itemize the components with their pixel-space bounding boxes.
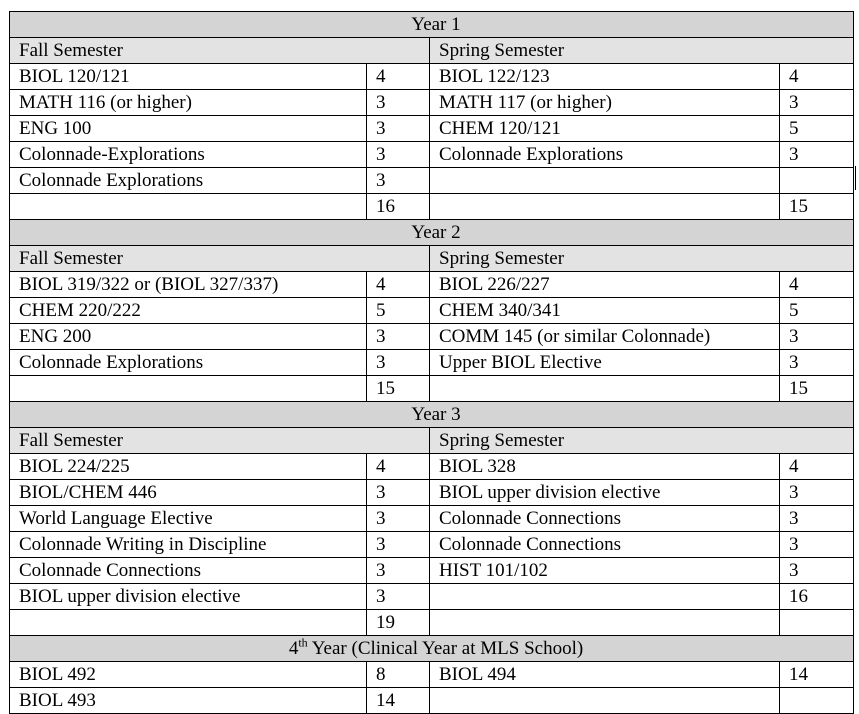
fall-course: Colonnade-Explorations	[10, 142, 367, 168]
spring-course: BIOL 494	[430, 662, 780, 688]
semester-header-row	[10, 38, 854, 64]
course-row	[10, 480, 854, 506]
year-header-row	[10, 402, 854, 428]
spring-credits: 14	[780, 662, 854, 688]
fall-total-spacer	[10, 610, 367, 636]
fall-credits: 8	[367, 662, 430, 688]
course-row	[10, 688, 854, 714]
spring-total: 15	[780, 376, 854, 402]
fall-semester-label: Fall Semester	[10, 428, 430, 454]
course-row	[10, 324, 854, 350]
fall-course: BIOL 224/225	[10, 454, 367, 480]
course-row	[10, 506, 854, 532]
fall-course: ENG 200	[10, 324, 367, 350]
course-row	[10, 532, 854, 558]
year-title: Year 2	[10, 220, 854, 246]
spring-credits: 5	[780, 116, 854, 142]
year4-ordinal-suffix: th	[298, 635, 308, 650]
spring-semester-label: Spring Semester	[430, 38, 854, 64]
year4-number: 4	[288, 638, 299, 659]
fall-course: BIOL 319/322 or (BIOL 327/337)	[10, 272, 367, 298]
fall-credits: 4	[367, 454, 430, 480]
year-header-row	[10, 220, 854, 246]
fall-credits: 4	[367, 64, 430, 90]
fall-course: MATH 116 (or higher)	[10, 90, 367, 116]
semester-header-row	[10, 428, 854, 454]
spring-course: Upper BIOL Elective	[430, 350, 780, 376]
spring-course: Colonnade Connections	[430, 532, 780, 558]
fall-course: Colonnade Connections	[10, 558, 367, 584]
year-header-row	[10, 636, 854, 662]
course-row	[10, 64, 854, 90]
spring-credits: 3	[780, 506, 854, 532]
total-row	[10, 194, 854, 220]
fall-total-spacer	[10, 376, 367, 402]
fall-course: Colonnade Writing in Discipline	[10, 532, 367, 558]
fall-credits: 3	[367, 584, 430, 610]
fall-credits: 3	[367, 532, 430, 558]
course-row	[10, 662, 854, 688]
fall-credits: 5	[367, 298, 430, 324]
spring-course	[430, 584, 780, 610]
spring-course: BIOL 122/123	[430, 64, 780, 90]
spring-semester-label: Spring Semester	[430, 428, 854, 454]
fall-total-spacer	[10, 194, 367, 220]
spring-course: CHEM 340/341	[430, 298, 780, 324]
spring-course: BIOL upper division elective	[430, 480, 780, 506]
fall-credits: 3	[367, 116, 430, 142]
year4-title-text: Year (Clinical Year at MLS School)	[307, 638, 584, 659]
fall-credits: 3	[367, 506, 430, 532]
spring-credits: 3	[780, 142, 854, 168]
fall-credits: 3	[367, 90, 430, 116]
fall-credits: 3	[367, 558, 430, 584]
spring-course: BIOL 328	[430, 454, 780, 480]
spring-credits: 16	[780, 584, 854, 610]
fall-credits: 3	[367, 168, 430, 194]
spring-course: HIST 101/102	[430, 558, 780, 584]
spring-credits: 4	[780, 272, 854, 298]
spring-course: Colonnade Connections	[430, 506, 780, 532]
fall-course: BIOL upper division elective	[10, 584, 367, 610]
spring-course: COMM 145 (or similar Colonnade)	[430, 324, 780, 350]
year-title: Year 3	[10, 402, 854, 428]
spring-semester-label: Spring Semester	[430, 246, 854, 272]
fall-course: CHEM 220/222	[10, 298, 367, 324]
fall-total: 19	[367, 610, 430, 636]
fall-credits: 14	[367, 688, 430, 714]
course-row	[10, 298, 854, 324]
fall-total: 15	[367, 376, 430, 402]
four-year-plan-table	[9, 11, 854, 714]
fall-credits: 3	[367, 350, 430, 376]
spring-total	[780, 610, 854, 636]
fall-course: BIOL/CHEM 446	[10, 480, 367, 506]
fall-credits: 4	[367, 272, 430, 298]
course-row	[10, 116, 854, 142]
fall-course: BIOL 492	[10, 662, 367, 688]
spring-course: CHEM 120/121	[430, 116, 780, 142]
total-row	[10, 376, 854, 402]
spring-credits: 5	[780, 298, 854, 324]
spring-course: BIOL 226/227	[430, 272, 780, 298]
fall-course: Colonnade Explorations	[10, 168, 367, 194]
spring-total: 15	[780, 194, 854, 220]
fall-course: Colonnade Explorations	[10, 350, 367, 376]
spring-credits	[780, 168, 854, 194]
fall-course: BIOL 493	[10, 688, 367, 714]
spring-credits: 4	[780, 64, 854, 90]
year-header-row	[10, 12, 854, 38]
spring-credits: 3	[780, 558, 854, 584]
course-row	[10, 584, 854, 610]
course-row	[10, 350, 854, 376]
semester-header-row	[10, 246, 854, 272]
total-row	[10, 610, 854, 636]
fall-course: World Language Elective	[10, 506, 367, 532]
course-row	[10, 558, 854, 584]
fall-credits: 3	[367, 324, 430, 350]
course-row	[10, 142, 854, 168]
spring-credits: 3	[780, 480, 854, 506]
spring-total-spacer	[430, 376, 780, 402]
fall-semester-label: Fall Semester	[10, 246, 430, 272]
fall-course: BIOL 120/121	[10, 64, 367, 90]
spring-total-spacer	[430, 610, 780, 636]
spring-total-spacer	[430, 194, 780, 220]
fall-semester-label: Fall Semester	[10, 38, 430, 64]
spring-credits: 3	[780, 532, 854, 558]
course-row	[10, 454, 854, 480]
course-row	[10, 168, 854, 194]
fall-total: 16	[367, 194, 430, 220]
spring-credits: 3	[780, 350, 854, 376]
plan-body	[10, 12, 854, 714]
fall-credits: 3	[367, 142, 430, 168]
year-title: Year 1	[10, 12, 854, 38]
spring-course	[430, 168, 780, 194]
spring-credits: 3	[780, 324, 854, 350]
course-row	[10, 90, 854, 116]
spring-course	[430, 688, 780, 714]
spring-course: Colonnade Explorations	[430, 142, 780, 168]
spring-credits	[780, 688, 854, 714]
fall-credits: 3	[367, 480, 430, 506]
spring-course: MATH 117 (or higher)	[430, 90, 780, 116]
spring-credits: 4	[780, 454, 854, 480]
fall-course: ENG 100	[10, 116, 367, 142]
spring-credits: 3	[780, 90, 854, 116]
year-title	[10, 636, 854, 662]
course-row	[10, 272, 854, 298]
edge-mark	[855, 166, 856, 190]
